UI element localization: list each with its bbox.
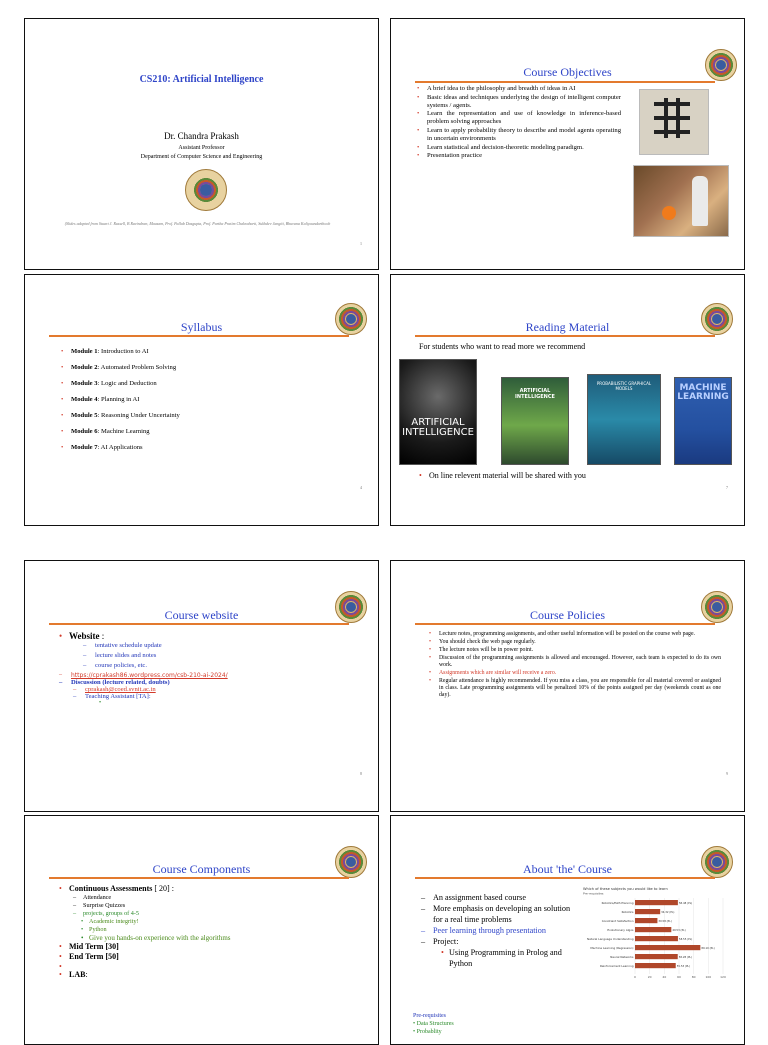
bar bbox=[635, 963, 676, 968]
slide-title: Course website bbox=[164, 608, 239, 622]
slide-title bbox=[24, 18, 379, 270]
ta-row bbox=[73, 693, 228, 700]
bar bbox=[635, 927, 671, 932]
data-label: 49.53 (PL) bbox=[672, 929, 686, 933]
author-department: Department of Computer Science and Engineering bbox=[140, 154, 263, 160]
book-title: PROBABILISTIC GRAPHICAL MODELS bbox=[596, 381, 652, 391]
project-sublist bbox=[81, 918, 231, 942]
list-item bbox=[59, 884, 231, 942]
book-cover-ai bbox=[501, 377, 569, 465]
list-item bbox=[61, 428, 180, 435]
list-item: • Learn the representation and use of knowledge in inference-based problem solving approaches bbox=[417, 110, 621, 126]
slide-about-course bbox=[390, 815, 745, 1045]
x-tick-label: 0 bbox=[634, 975, 636, 979]
data-label: 30.58 (PL) bbox=[658, 920, 672, 924]
list-item bbox=[61, 380, 180, 387]
category-label: Reinforcement Learning bbox=[600, 964, 634, 969]
mid-term-label: Mid Term bbox=[69, 942, 104, 951]
list-item: – projects, groups of 4-5 bbox=[73, 910, 231, 918]
bullet-dot: • bbox=[99, 700, 102, 706]
module-label: Module 4 bbox=[71, 396, 98, 403]
list-item: – Peer learning through presentation bbox=[421, 925, 581, 936]
data-label: 58.28 (PL) bbox=[678, 956, 693, 960]
slide-syllabus bbox=[24, 274, 379, 526]
prerequisites bbox=[413, 1012, 454, 1036]
list-item: • Discussion of the programming assignments is allowed and encouraged. However, each team is expected to do its own work. bbox=[429, 655, 721, 669]
slide-course-website bbox=[24, 560, 379, 812]
category-label: Evolutionary Algos bbox=[607, 928, 634, 933]
policies-list bbox=[429, 631, 721, 700]
about-list bbox=[421, 892, 581, 969]
slide-title: Course Policies bbox=[530, 608, 605, 622]
list-item bbox=[59, 942, 231, 952]
bar bbox=[635, 936, 678, 941]
slide-course-objectives bbox=[390, 18, 745, 270]
chart-subtitle: Pre-requisites bbox=[583, 891, 604, 896]
module-text: : Introduction to AI bbox=[97, 348, 149, 355]
list-item: – Attendance bbox=[73, 894, 231, 902]
bar bbox=[635, 909, 660, 914]
title-underline bbox=[49, 623, 349, 625]
x-tick-label: 120 bbox=[720, 975, 726, 979]
title-underline bbox=[415, 81, 715, 83]
x-tick-label: 100 bbox=[705, 975, 712, 979]
humanoid-robot-image bbox=[633, 165, 729, 237]
slide-title: Course Objectives bbox=[523, 65, 612, 79]
spacer bbox=[59, 962, 231, 970]
module-text: : Automated Problem Solving bbox=[97, 364, 177, 371]
data-label: 58.48 (PL) bbox=[678, 902, 693, 906]
email-link[interactable]: cprakash@coed.svnit.ac.in bbox=[85, 686, 156, 693]
list-item: • Python bbox=[81, 926, 231, 934]
list-item: • Lecture notes, programming assignments, and other useful information will be posted on the course web page. bbox=[429, 631, 721, 638]
list-item: • Learn to apply probability theory to describe and model agents operating in uncertain environments bbox=[417, 127, 621, 143]
list-item: • Using Programming in Prolog and Python bbox=[421, 947, 581, 969]
list-item: – Surprise Quizzes bbox=[73, 902, 231, 910]
slide-reading-material bbox=[390, 274, 745, 526]
list-item: – More emphasis on developing an solution for a real time problems bbox=[421, 903, 581, 925]
title-underline bbox=[415, 335, 715, 337]
data-label: 55.53 (PL) bbox=[676, 965, 691, 969]
data-label: 58.55 (PL) bbox=[678, 938, 693, 942]
list-item: • Regular attendance is highly recommended. If you miss a class, you are responsible for all material covered or assigned in class. Late programming assignments will be penalized 10% of the points assigned per day (weekends count as one day). bbox=[429, 678, 721, 699]
ta-label: Teaching Assistant [TA]: bbox=[85, 693, 151, 700]
category-label: Robotics/Path Planning bbox=[601, 901, 634, 906]
discussion-row bbox=[59, 679, 228, 686]
x-tick-label: 80 bbox=[691, 975, 696, 979]
title-underline bbox=[49, 877, 349, 879]
website-label: Website bbox=[69, 631, 100, 641]
author-name: Dr. Chandra Prakash bbox=[164, 131, 239, 141]
prereq-label: Pre-requisites bbox=[413, 1013, 446, 1019]
module-label: Module 5 bbox=[71, 412, 98, 419]
prereq-item: Data Structures bbox=[416, 1021, 454, 1027]
page-number: 4 bbox=[360, 485, 362, 490]
x-tick-label: 60 bbox=[677, 975, 681, 979]
list-item: • Probablity bbox=[413, 1029, 442, 1035]
components-list bbox=[59, 884, 231, 980]
slide-title: Syllabus bbox=[180, 320, 223, 334]
bar bbox=[635, 900, 678, 905]
category-label: Natural Language Understanding bbox=[586, 937, 634, 942]
slide-title: Reading Material bbox=[525, 320, 610, 334]
list-item bbox=[61, 444, 180, 451]
module-text: : Logic and Deduction bbox=[97, 380, 157, 387]
ca-sublist bbox=[73, 894, 231, 918]
list-item: • On line relevent material will be shared with you bbox=[419, 471, 586, 480]
category-label: Machine Learning (Regression) bbox=[590, 946, 634, 951]
list-item bbox=[61, 348, 180, 355]
robot-puzzle-image bbox=[639, 89, 709, 155]
list-item bbox=[61, 412, 180, 419]
list-item: • Give you hands-on experience with the algorithms bbox=[81, 934, 231, 942]
ca-label: Continuous Assessments bbox=[69, 884, 153, 893]
module-text: : Planning in AI bbox=[97, 396, 140, 403]
list-item bbox=[59, 952, 231, 962]
module-text: : AI Applications bbox=[97, 444, 143, 451]
book-title: ARTIFICIAL INTELLIGENCE bbox=[515, 388, 555, 400]
data-label: 34.32 (PL) bbox=[661, 911, 675, 915]
list-item: • Learn statistical and decision-theoretic modeling paradigm. bbox=[417, 144, 621, 152]
components-bullets bbox=[59, 884, 231, 980]
reading-intro: For students who want to read more we recommend bbox=[419, 342, 586, 351]
page-number: 7 bbox=[726, 485, 728, 490]
bar bbox=[635, 918, 657, 923]
module-text: : Reasoning Under Uncertainty bbox=[97, 412, 180, 419]
end-term-label: End Term bbox=[69, 952, 104, 961]
category-label: Constraint Satisfaction bbox=[601, 919, 634, 924]
list-item: – Project: bbox=[421, 936, 581, 947]
lab-label: LAB bbox=[69, 970, 86, 979]
module-label: Module 3 bbox=[71, 380, 98, 387]
module-label: Module 2 bbox=[71, 364, 98, 371]
course-website-link[interactable]: https://cprakash86.wordpress.com/csb-210-ai-2024/ bbox=[71, 672, 228, 679]
lab-colon: : bbox=[85, 970, 88, 979]
subject-preference-chart bbox=[581, 884, 731, 1004]
email-row bbox=[73, 686, 228, 693]
data-label: 89.10 (PL) bbox=[701, 947, 715, 951]
category-label: Robotics bbox=[621, 910, 634, 915]
bar bbox=[635, 954, 678, 959]
mid-term-weight: [30] bbox=[103, 942, 119, 951]
list-item bbox=[61, 396, 180, 403]
list-item: – tentative schedule update bbox=[83, 641, 228, 651]
objectives-list bbox=[417, 85, 621, 161]
course-title: CS210: Artificial Intelligence bbox=[139, 74, 264, 85]
book-title: ARTIFICIAL INTELLIGENCE bbox=[402, 417, 474, 438]
title-underline bbox=[415, 877, 715, 879]
list-item: • A brief idea to the philosophy and breadth of ideas in AI bbox=[417, 85, 621, 93]
x-tick-label: 20 bbox=[647, 975, 652, 979]
website-info bbox=[59, 631, 228, 706]
author-designation: Assistant Professor bbox=[178, 145, 225, 151]
list-item: – course policies, etc. bbox=[83, 661, 228, 671]
syllabus-list bbox=[61, 348, 180, 460]
slide-course-policies bbox=[390, 560, 745, 812]
ca-weight: [ 20] : bbox=[152, 884, 174, 893]
list-item: • You should check the web page regularly. bbox=[429, 639, 721, 646]
end-term-weight: [50] bbox=[103, 952, 119, 961]
book-cover-pgm bbox=[587, 374, 661, 465]
list-item bbox=[61, 364, 180, 371]
module-label: Module 6 bbox=[71, 428, 98, 435]
list-item: • Assignments which are similar will receive a zero. bbox=[429, 670, 721, 677]
list-item: • Basic ideas and techniques underlying the design of intelligent computer systems / agents. bbox=[417, 94, 621, 110]
list-item bbox=[59, 631, 228, 671]
chart-title: Which of these subjects you would like to learn bbox=[583, 887, 668, 891]
page-number: 1 bbox=[360, 241, 362, 246]
website-colon: : bbox=[99, 631, 105, 641]
module-label: Module 7 bbox=[71, 444, 98, 451]
book-title: MACHINE LEARNING bbox=[677, 383, 729, 402]
title-underline bbox=[49, 335, 349, 337]
list-item: • Academic integrity! bbox=[81, 918, 231, 926]
book-cover-aima bbox=[399, 359, 477, 465]
list-item: – An assignment based course bbox=[421, 892, 581, 903]
page-number: 9 bbox=[726, 771, 728, 776]
slide-title: About 'the' Course bbox=[523, 862, 612, 876]
institute-logo bbox=[185, 169, 227, 211]
list-item: – lecture slides and notes bbox=[83, 651, 228, 661]
title-underline bbox=[415, 623, 715, 625]
module-text: : Machine Learning bbox=[97, 428, 150, 435]
slide-credit: (Slides adapted from Stuart J. Russell, B Ravindran, Mausam, Prof. Pallab Dasgupta, Prof. Partha Pratim Chakrabarti, Sukhdev Jangiti, Bhuvana Kaliyaundarthoob bbox=[64, 221, 331, 226]
prereq-item: Probablity bbox=[416, 1029, 442, 1035]
discussion-label: Discussion (lecture related, doubts) bbox=[71, 679, 170, 686]
x-tick-label: 40 bbox=[662, 975, 667, 979]
list-item: • The lecture notes will be in power point. bbox=[429, 647, 721, 654]
page-number: 8 bbox=[360, 771, 362, 776]
category-label: Neural Networks bbox=[610, 955, 634, 960]
website-list bbox=[59, 631, 228, 671]
slide-title: Course Components bbox=[152, 862, 251, 876]
list-item: • Presentation practice bbox=[417, 152, 621, 160]
website-sublist bbox=[83, 641, 228, 671]
module-label: Module 1 bbox=[71, 348, 98, 355]
list-item: • Data Structures bbox=[413, 1021, 454, 1027]
bar bbox=[635, 945, 700, 950]
website-url-row bbox=[59, 672, 228, 679]
reading-note bbox=[419, 471, 586, 480]
book-cover-ml bbox=[674, 377, 732, 465]
list-item bbox=[59, 970, 231, 980]
slide-course-components bbox=[24, 815, 379, 1045]
